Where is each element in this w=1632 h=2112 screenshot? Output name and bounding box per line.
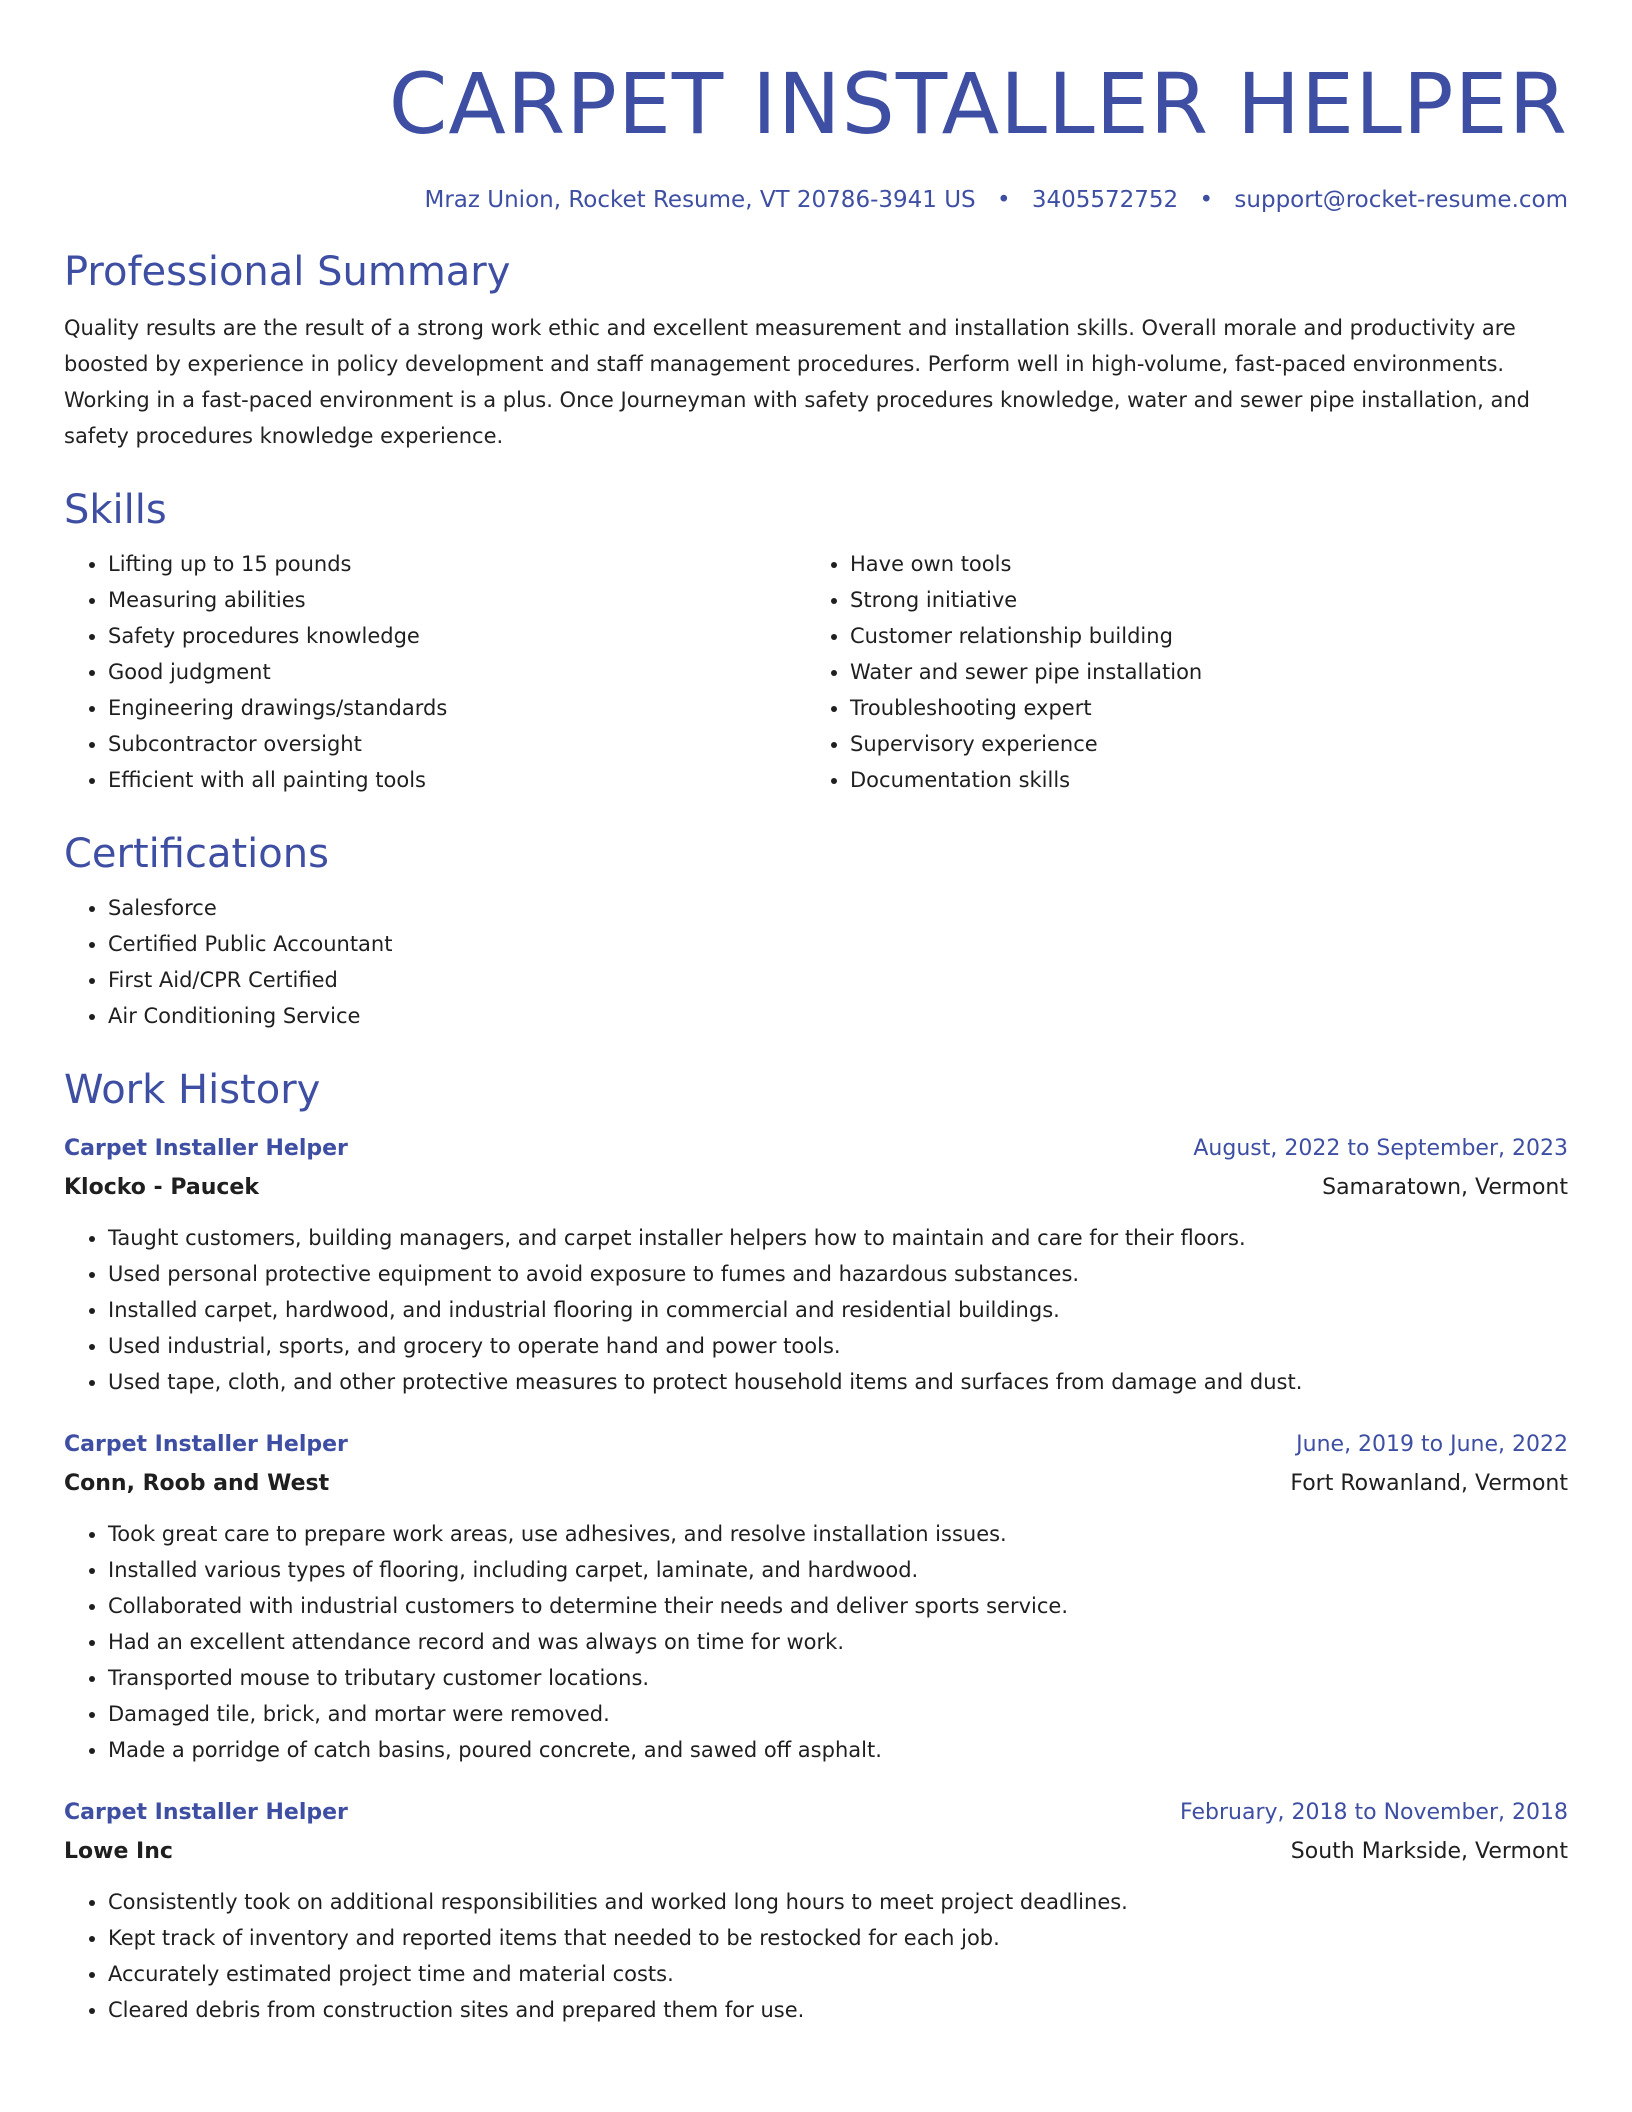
job-bullet: • Cleared debris from construction sites and prepared them for use. xyxy=(108,1992,1568,2028)
job-company: Lowe Inc xyxy=(64,1839,173,1864)
contact-phone: 3405572752 xyxy=(1031,187,1179,213)
job-bullet: • Installed carpet, hardwood, and industrial flooring in commercial and residential buildings. xyxy=(108,1292,1568,1328)
job-header-row xyxy=(64,1426,1568,1464)
skill-item: • Documentation skills xyxy=(850,762,1548,798)
job-entry xyxy=(64,1794,1568,2028)
certifications-heading: Certifications xyxy=(64,831,329,877)
skill-item: • Measuring abilities xyxy=(108,582,806,618)
job-bullet: • Transported mouse to tributary customer locations. xyxy=(108,1660,1568,1696)
certification-item: • Salesforce xyxy=(108,890,1568,926)
skills-column-right xyxy=(806,546,1548,798)
skill-item: • Good judgment xyxy=(108,654,806,690)
job-bullet: • Accurately estimated project time and material costs. xyxy=(108,1956,1568,1992)
skill-item: • Strong initiative xyxy=(850,582,1548,618)
skills-list-left xyxy=(64,546,806,798)
certifications-list xyxy=(64,890,1568,1034)
skill-item: • Water and sewer pipe installation xyxy=(850,654,1548,690)
skill-item: • Troubleshooting expert xyxy=(850,690,1548,726)
contact-separator: • xyxy=(1199,187,1214,213)
job-bullets xyxy=(64,1220,1568,1400)
job-bullet: • Damaged tile, brick, and mortar were removed. xyxy=(108,1696,1568,1732)
job-company: Klocko - Paucek xyxy=(64,1175,259,1200)
job-title: Carpet Installer Helper xyxy=(64,1432,348,1457)
job-company-row xyxy=(64,1168,1568,1208)
skill-item: • Supervisory experience xyxy=(850,726,1548,762)
job-bullet: • Used personal protective equipment to avoid exposure to fumes and hazardous substances. xyxy=(108,1256,1568,1292)
job-bullet: • Kept track of inventory and reported items that needed to be restocked for each job. xyxy=(108,1920,1568,1956)
contact-address: Mraz Union, Rocket Resume, VT 20786-3941 US xyxy=(424,187,976,213)
certification-item: • Air Conditioning Service xyxy=(108,998,1568,1034)
job-entry xyxy=(64,1130,1568,1400)
work-history-heading: Work History xyxy=(64,1067,321,1113)
job-bullet: • Used tape, cloth, and other protective measures to protect household items and surfaces from damage and dust. xyxy=(108,1364,1568,1400)
job-bullet: • Collaborated with industrial customers to determine their needs and deliver sports service. xyxy=(108,1588,1568,1624)
certification-item: • First Aid/CPR Certified xyxy=(108,962,1568,998)
contact-email: support@rocket-resume.com xyxy=(1234,187,1568,213)
job-dates: June, 2019 to June, 2022 xyxy=(1296,1432,1568,1457)
job-bullet: • Taught customers, building managers, and carpet installer helpers how to maintain and care for their floors. xyxy=(108,1220,1568,1256)
summary-heading: Professional Summary xyxy=(64,249,511,295)
job-company-row xyxy=(64,1832,1568,1872)
job-bullet: • Installed various types of flooring, including carpet, laminate, and hardwood. xyxy=(108,1552,1568,1588)
job-bullet: • Consistently took on additional responsibilities and worked long hours to meet project deadlines. xyxy=(108,1884,1568,1920)
skills-column-left xyxy=(64,546,806,798)
job-title: Carpet Installer Helper xyxy=(64,1800,348,1825)
skills-heading: Skills xyxy=(64,487,167,533)
job-bullet: • Made a porridge of catch basins, poured concrete, and sawed off asphalt. xyxy=(108,1732,1568,1768)
skill-item: • Customer relationship building xyxy=(850,618,1548,654)
job-company-row xyxy=(64,1464,1568,1504)
job-bullet: • Had an excellent attendance record and was always on time for work. xyxy=(108,1624,1568,1660)
contact-separator: • xyxy=(996,187,1011,213)
skill-item: • Lifting up to 15 pounds xyxy=(108,546,806,582)
skill-item: • Safety procedures knowledge xyxy=(108,618,806,654)
job-bullet: • Used industrial, sports, and grocery to operate hand and power tools. xyxy=(108,1328,1568,1364)
job-location: Samaratown, Vermont xyxy=(1322,1175,1568,1200)
job-bullets xyxy=(64,1516,1568,1768)
skill-item: • Engineering drawings/standards xyxy=(108,690,806,726)
job-bullets xyxy=(64,1884,1568,2028)
job-location: Fort Rowanland, Vermont xyxy=(1290,1471,1568,1496)
job-title: Carpet Installer Helper xyxy=(64,1136,348,1161)
job-dates: February, 2018 to November, 2018 xyxy=(1180,1800,1568,1825)
skill-item: • Subcontractor oversight xyxy=(108,726,806,762)
skills-list-right xyxy=(806,546,1548,798)
skill-item: • Efficient with all painting tools xyxy=(108,762,806,798)
certification-item: • Certified Public Accountant xyxy=(108,926,1568,962)
job-company: Conn, Roob and West xyxy=(64,1471,330,1496)
contact-line xyxy=(64,184,1568,216)
job-header-row xyxy=(64,1794,1568,1832)
skill-item: • Have own tools xyxy=(850,546,1548,582)
job-entry xyxy=(64,1426,1568,1768)
summary-text: Quality results are the result of a strong work ethic and excellent measurement and installation skills. Overall morale and productivity are boosted by experience in policy development and staff management procedures. Perform well in high-volume, fast-paced environments. Working in a fast-paced environment is a plus. Once Journeyman with safety procedures knowledge, water and sewer pipe installation, and safety procedures knowledge experience. xyxy=(64,316,1531,448)
skills-columns xyxy=(64,546,1568,798)
resume-page xyxy=(64,56,1568,2028)
job-dates: August, 2022 to September, 2023 xyxy=(1193,1136,1568,1161)
job-bullet: • Took great care to prepare work areas, use adhesives, and resolve installation issues. xyxy=(108,1516,1568,1552)
candidate-name: CARPET INSTALLER HELPER xyxy=(388,55,1568,153)
job-header-row xyxy=(64,1130,1568,1168)
job-location: South Markside, Vermont xyxy=(1290,1839,1568,1864)
